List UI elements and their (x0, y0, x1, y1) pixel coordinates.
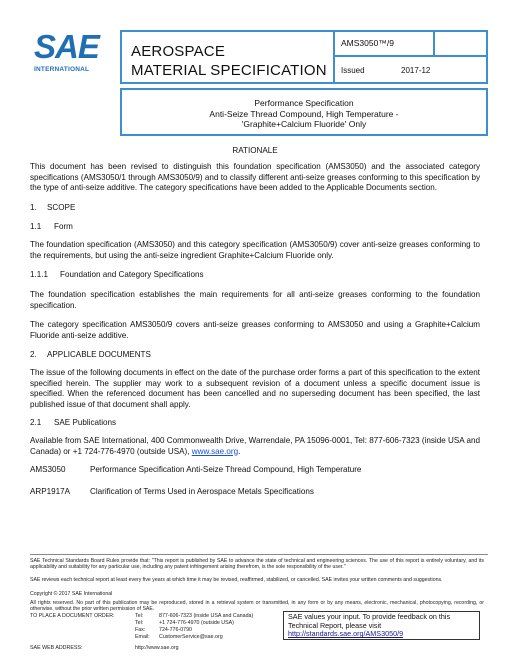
section-1-1-1-text-1: The foundation specification establishes the main requirements for all anti-seize greases conforming to the foundation specification. (30, 290, 480, 310)
title-line2: MATERIAL SPECIFICATION (131, 62, 327, 79)
issued-date: 2017-12 (401, 66, 431, 75)
contact-label: Tel: (135, 613, 144, 619)
section-1-1-1-number: 1.1.1 (30, 270, 49, 279)
sae-website-link[interactable]: www.sae.org (191, 446, 239, 456)
section-2-1-title: SAE Publications (54, 418, 117, 427)
subtitle-line3: 'Graphite+Calcium Fluoride' Only (241, 119, 367, 129)
reference-description: Clarification of Terms Used in Aerospace Metals Specifications (90, 487, 314, 496)
title-box (120, 30, 335, 84)
footer-copyright: Copyright © 2017 SAE International (30, 591, 113, 597)
doc-number-box (333, 30, 435, 57)
reference-description: Performance Specification Anti-Seize Thread Compound, High Temperature (90, 465, 362, 474)
section-1-1-1-title: Foundation and Category Specifications (60, 270, 204, 279)
logo-subtext: INTERNATIONAL (34, 66, 90, 73)
footer-divider (30, 554, 488, 555)
section-1-number: 1. (30, 203, 37, 212)
section-1-1-title: Form (54, 222, 73, 231)
contact-value: +1 724-776-4970 (outside USA) (159, 620, 234, 626)
section-1-1-1-text-2: The category specification AMS3050/9 covers anti-seize greases conforming to AMS3050 and using a Graphite+Calcium Fluoride anti-seize additive. (30, 320, 480, 340)
footer-review-text: SAE reviews each technical report at least every five years at which time it may be revised, reaffirmed, stabilized, or cancelled. SAE invites your written comments and suggestions. (30, 577, 443, 583)
feedback-line2: Technical Report, please visit (288, 620, 382, 630)
title-line1: AEROSPACE (131, 43, 226, 60)
section-2-1-number: 2.1 (30, 418, 42, 427)
section-2-1-text (30, 436, 480, 457)
contact-label: Email: (135, 634, 150, 640)
contact-label: Fax: (135, 627, 146, 633)
subtitle-line2: Anti-Seize Thread Compound, High Temperature - (209, 108, 399, 119)
rationale-heading: RATIONALE (232, 146, 278, 155)
contact-label: Tel: (135, 620, 144, 626)
web-address-label: SAE WEB ADDRESS: (30, 645, 83, 651)
contact-value: 877-606-7323 (inside USA and Canada) (159, 613, 254, 619)
reference-id: ARP1917A (30, 487, 71, 496)
doc-number: AMS3050™/9 (341, 38, 394, 48)
sae-logo (30, 30, 100, 80)
footer-rights-text: All rights reserved. No part of this publication may be reproduced, stored in a retrieval system or transmitted, in any form or by any means, electronic, mechanical, photocopying, recording, or otherwise, without the prior written permission of SAE. (30, 600, 484, 613)
feedback-box (283, 611, 480, 640)
section-2-number: 2. (30, 350, 37, 359)
contact-email[interactable]: CustomerService@sae.org (159, 634, 223, 640)
subtitle-box (120, 88, 488, 136)
issued-label: Issued (341, 66, 365, 75)
issued-box (333, 55, 488, 84)
feedback-link[interactable]: http://standards.sae.org/AMS3050/9 (288, 629, 404, 638)
section-1-1-text: The foundation specification (AMS3050) and this category specification (AMS3050/9) cover anti-seize greases conforming to the requirements, but using the anti-seize ingredient Graphite+Calcium Fluoride only. (30, 240, 480, 260)
section-2-text: The issue of the following documents in effect on the date of the purchase order forms a part of this specification to the extent specified herein. The supplier may work to a subsequent revision of a document unless a specific document issue is specified. When the referenced document has been cancelled and no superseding document has been specified, the last published issue of that document shall apply. (30, 368, 480, 409)
reference-id: AMS3050 (30, 465, 66, 474)
footer-rules-text: SAE Technical Standards Board Rules provide that: "This report is published by SAE to advance the state of technical and engineering sciences. The use of this report is entirely voluntary, and its applicability and suitability for any particular use, including any patent infringement arising therefrom, is the sole responsibility of the user." (30, 558, 484, 571)
section-2-title: APPLICABLE DOCUMENTS (47, 350, 151, 359)
blank-box (433, 30, 488, 57)
web-address-link[interactable]: http://www.sae.org (135, 645, 179, 651)
contact-value: 724-776-0790 (159, 627, 192, 633)
logo-wordmark: SAE (34, 28, 99, 65)
section-1-1-number: 1.1 (30, 222, 42, 231)
feedback-line1: SAE values your input. To provide feedback on this (288, 612, 451, 621)
section-2-1-body: Available from SAE International, 400 Commonwealth Drive, Warrendale, PA 15096-0001, Tel: 877-606-7323 (inside USA and Canada) or +1 724-776-4970 (outside USA), (30, 436, 480, 456)
section-1-title: SCOPE (47, 203, 76, 212)
rationale-text: This document has been revised to distinguish this foundation specification (AMS3050) and the associated category specifications (AMS3050/1 through AMS3050/9) and to classify different anti-seize greases conforming to this specification by the type of anti-seize additive. The category specifications have been added to the Applicable Documents section. (30, 162, 480, 192)
section-2-1-period: . (238, 446, 241, 456)
subtitle-line1: Performance Specification (254, 98, 354, 108)
order-label: TO PLACE A DOCUMENT ORDER: (30, 613, 115, 619)
